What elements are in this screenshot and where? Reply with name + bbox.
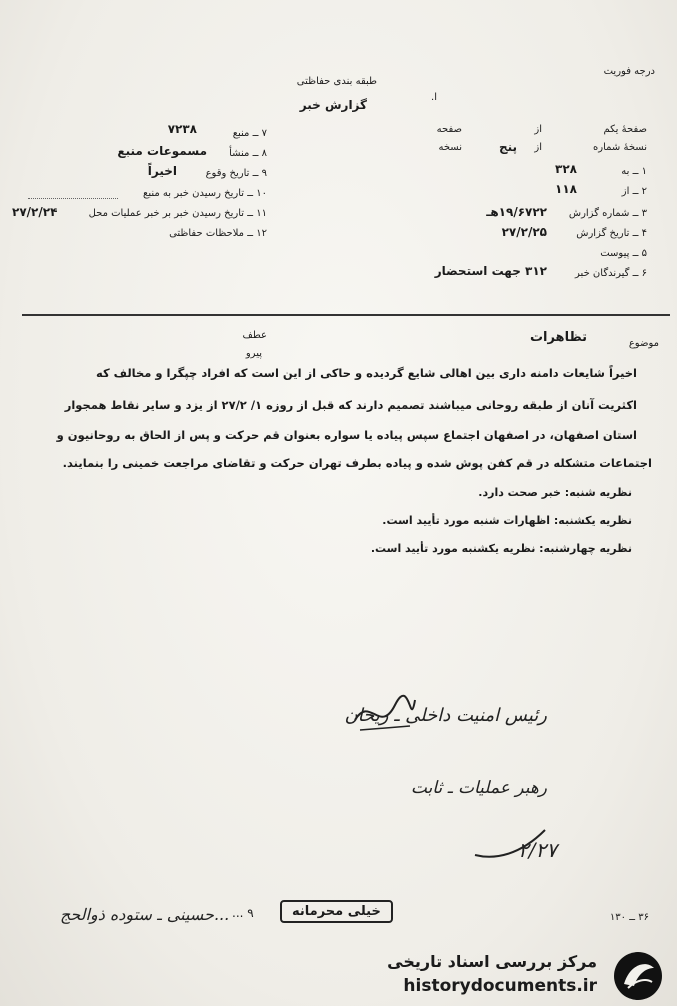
signature-1: رئیس امنیت داخلی ـ ریحان xyxy=(344,705,547,726)
opinion-1: نظریه شنبه: خبر صحت دارد. xyxy=(478,486,632,499)
archive-logo-icon xyxy=(612,950,664,1002)
field-4-label: ۴ ــ تاریخ گزارش xyxy=(576,228,647,239)
field-1-value: ۳۲۸ xyxy=(555,162,577,176)
page-word: صفحه xyxy=(436,124,462,135)
field-11-label: ۱۱ ــ تاریخ رسیدن خبر بر خبر عملیات محل xyxy=(88,208,267,219)
report-type-title: گزارش خبر xyxy=(299,98,367,112)
field-6-value: ۳۱۲ جهت استحضار xyxy=(434,264,547,278)
field-7-value: ۷۲۳۸ xyxy=(167,122,197,136)
stamp-prefix: ۹ ... xyxy=(232,906,254,920)
copy-word: نسخه xyxy=(438,142,462,153)
classification-stamp: خیلی محرمانه xyxy=(280,900,393,923)
bottom-left-signature: ...حسینی ـ ستوده ذوالحج xyxy=(60,905,230,924)
field-11-value: ۲۷/۲/۲۴ xyxy=(12,205,58,219)
field-3-label: ۳ ــ شماره گزارش xyxy=(568,208,647,219)
opinion-3: نظریه چهارشنبه: نظریه یکشنبه مورد تأیید است. xyxy=(370,542,632,555)
signature-1-scribble xyxy=(350,690,420,740)
form-code: ۳۶ ــ ۱۳۰ xyxy=(609,912,649,923)
peyro-label: پیرو xyxy=(245,348,262,359)
header-divider xyxy=(22,314,670,316)
signature-3-scribble xyxy=(470,825,550,865)
signature-3: ۲/۲۷ xyxy=(518,838,557,862)
classification-label: درجه فوریت xyxy=(603,66,655,77)
body-line-3: استان اصفهان، در اصفهان اجتماع سپس پیاده یا سواره بعنوان قم حرکت و پس از الحاق به روحانیون و xyxy=(56,428,637,442)
page-label: صفحهٔ یکم xyxy=(603,124,647,135)
archive-center-name: مرکز بررسی اسناد تاریخی xyxy=(387,952,597,971)
field-6-label: ۶ ــ گیرندگان خبر xyxy=(575,268,647,279)
field-3-value: ۱۹/۶۷۲۲هـ xyxy=(486,205,547,219)
subject-value: تظاهرات xyxy=(529,330,587,345)
copy-value: پنج xyxy=(498,140,517,154)
copy-from: از xyxy=(534,142,542,153)
field-7-label: ۷ ــ منبع xyxy=(232,128,267,139)
field-9-value: اخیراً xyxy=(147,164,177,178)
field-8-value: مسموعات منبع xyxy=(117,144,207,158)
classification-level-label: طبقه بندی حفاظتی xyxy=(296,76,377,87)
opinion-2: نظریه یکشنبه: اظهارات شنبه مورد تأیید است. xyxy=(382,514,632,527)
field-12-label: ۱۲ ــ ملاحظات حفاظتی xyxy=(169,228,267,239)
atf-label: عطف xyxy=(242,330,267,341)
field-2-value: ۱۱۸ xyxy=(555,182,577,196)
field-2-label: ۲ ــ از xyxy=(621,186,647,197)
field-1-label: ۱ ــ به xyxy=(621,166,647,177)
subject-label: موضوع xyxy=(628,338,659,349)
body-line-1: اخیراً شایعات دامنه داری بین اهالی شایع گردیده و حاکی از این است که افراد چپگرا و مخالف که xyxy=(96,366,637,380)
field-10-dots xyxy=(28,198,118,199)
copy-label: نسخهٔ شماره xyxy=(593,142,647,153)
field-8-label: ۸ ــ منشأ xyxy=(229,148,267,159)
signature-2: رهبر عملیات ـ ثابت xyxy=(410,778,547,798)
page-from: از xyxy=(534,124,542,135)
field-4-value: ۲۷/۲/۲۵ xyxy=(501,225,547,239)
field-10-label: ۱۰ ــ تاریخ رسیدن خبر به منبع xyxy=(143,188,267,199)
body-line-4: اجتماعات متشکله در قم کفن پوش شده و پیاده بطرف تهران حرکت و تقاضای مراجعت خمینی را بنمایند. xyxy=(62,456,652,470)
letter-mark: ا. xyxy=(431,92,437,103)
field-5-label: ۵ ــ پیوست xyxy=(600,248,647,259)
body-line-2: اکثریت آنان از طبقه روحانی میباشند تصمیم دارند که قبل از روزه ۱/ ۲۷/۲ از یزد و سایر نقاط همجوار xyxy=(64,398,637,412)
field-9-label: ۹ ــ تاریخ وقوع xyxy=(205,168,267,179)
archive-website: historydocuments.ir xyxy=(403,976,597,996)
